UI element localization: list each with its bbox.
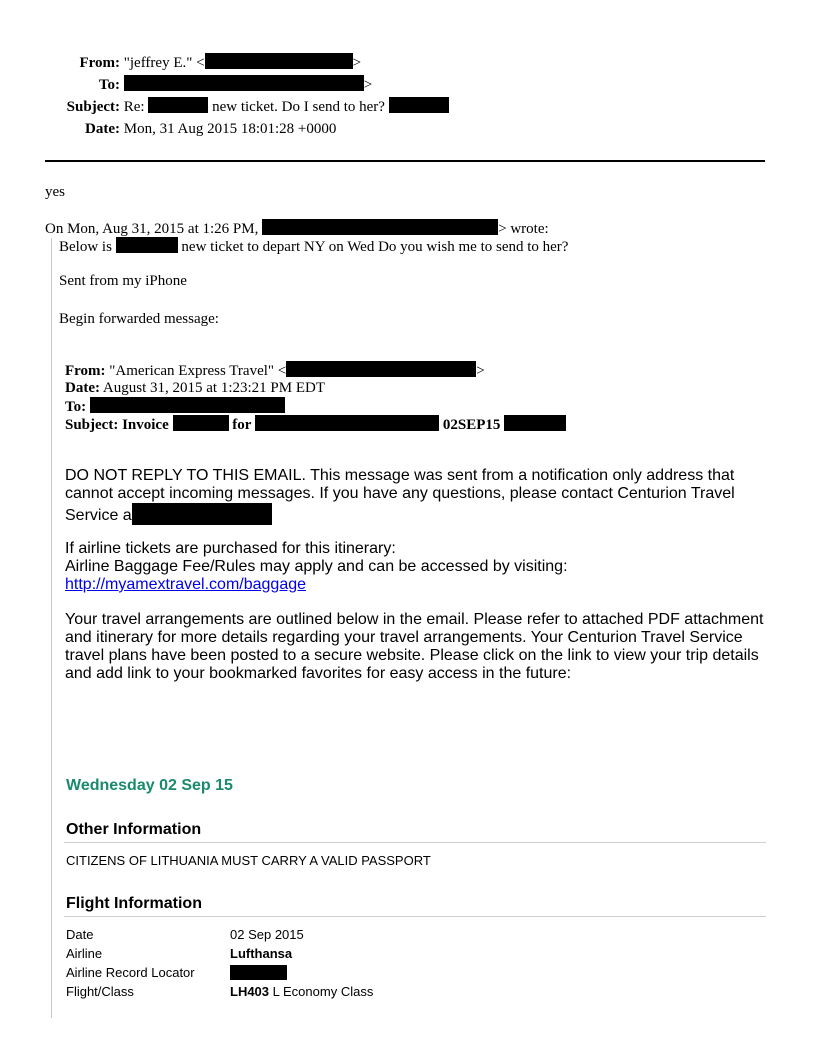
fwd-from-name: "American Express Travel" < [109,363,287,379]
fwd-subject-invoice: Invoice [122,417,169,433]
quoted-line-suffix: new ticket to depart NY on Wed Do you wish me to send to her? [181,239,569,255]
fwd-from-close: > [476,363,485,379]
notice-paragraph [65,467,765,525]
attribution-prefix: On Mon, Aug 31, 2015 at 1:26 PM, [45,221,259,237]
header-date-row [45,120,336,138]
redaction-box [148,97,208,113]
fwd-from-label: From: [65,363,106,379]
fwd-date-label: Date: [65,380,100,396]
row-label-airline: Airline [66,946,103,961]
sent-from-text: Sent from my iPhone [59,273,187,289]
other-info-text: CITIZENS OF LITHUANIA MUST CARRY A VALID PASSPORT [66,853,431,868]
redaction-box [205,53,353,69]
fwd-to-label: To: [65,399,87,415]
header-to-row [45,75,372,94]
row-value-flight [230,984,373,1000]
fwd-subject-date: 02SEP15 [442,417,501,433]
row-label-date: Date [66,927,94,942]
flight-number: LH403 [230,984,270,999]
fwd-to-row [65,397,285,416]
date-label: Date: [85,121,120,137]
subject-text: new ticket. Do I send to her? [212,99,385,115]
subject-label: Subject: [66,99,120,115]
attribution-wrote: > wrote: [498,221,549,237]
fwd-subject-label: Subject: [65,417,119,433]
header-divider [45,160,765,162]
redaction-box [262,219,498,235]
fwd-subject-for: for [232,417,252,433]
day-heading: Wednesday 02 Sep 15 [66,777,233,794]
to-close: > [363,77,373,93]
to-label: To: [98,77,120,93]
begin-forwarded-text: Begin forwarded message: [59,311,219,327]
redaction-box [173,415,229,431]
from-label: From: [79,55,120,71]
subject-re: Re: [123,99,145,115]
redaction-box [389,97,449,113]
other-info-heading: Other Information [66,821,202,838]
fwd-from-row [65,361,485,380]
row-value-date: 02 Sep 2015 [230,927,304,942]
fwd-subject-row [65,415,566,434]
redaction-box [504,415,566,431]
quoted-line-prefix: Below is [59,239,112,255]
redaction-box [90,397,285,413]
fwd-date-row [65,379,325,397]
redaction-box [116,237,178,253]
redaction-box [132,503,272,525]
from-close: > [352,55,362,71]
row-label-locator: Airline Record Locator [66,965,195,980]
baggage-paragraph [65,540,765,594]
reply-attribution [45,219,549,238]
quote-bar [51,238,52,1018]
redaction-box [124,75,364,91]
from-name: "jeffrey E." < [123,55,205,71]
baggage-link[interactable]: http://myamextravel.com/baggage [65,576,307,593]
redaction-box [230,965,287,980]
section-divider [64,842,766,843]
row-value-airline: Lufthansa [230,946,293,961]
quoted-line-1 [59,237,568,256]
notice-text: DO NOT REPLY TO THIS EMAIL. This message was sent from a notification only address that cannot accept incoming messages. If you have any questions, please contact Centurion Travel Service a [65,467,735,524]
flight-class: L Economy Class [272,984,374,999]
arrangements-paragraph: Your travel arrangements are outlined below in the email. Please refer to attached PDF attachment and itinerary for more details regarding your travel arrangements. Your Centurion Travel Service travel plans have been posted to a secure website. Please click on the link to view your trip details and add link to your bookmarked favorites for easy access in the future: [65,611,764,682]
date-value: Mon, 31 Aug 2015 18:01:28 +0000 [123,121,337,137]
section-divider [64,916,766,917]
header-subject-row [45,97,449,116]
row-label-flight: Flight/Class [66,984,134,999]
reply-text: yes [45,184,65,200]
redaction-box [286,361,476,377]
baggage-line-1: If airline tickets are purchased for this itinerary: [65,540,396,557]
baggage-line-2: Airline Baggage Fee/Rules may apply and can be accessed by visiting: [65,558,568,575]
flight-info-heading: Flight Information [66,895,202,912]
fwd-date-value: August 31, 2015 at 1:23:21 PM EDT [102,380,326,396]
redaction-box [255,415,439,431]
header-from-row [45,53,361,72]
